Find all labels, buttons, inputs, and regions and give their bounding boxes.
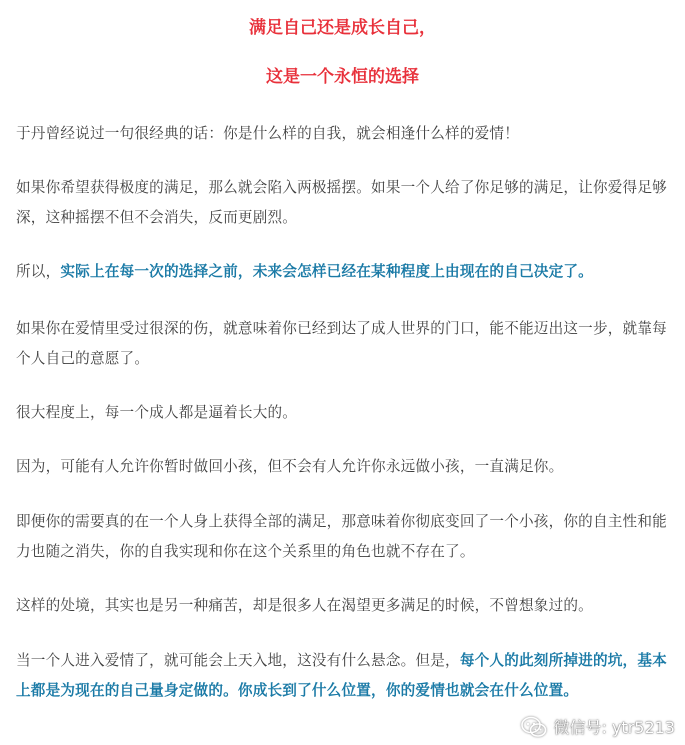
wechat-icon — [521, 716, 547, 738]
paragraph-2: 如果你希望获得极度的满足，那么就会陷入两极摇摆。如果一个人给了你足够的满足，让你爱得足够深，这种摇摆不但不会消失，反而更剧烈。 — [16, 179, 667, 226]
paragraph-4: 如果你在爱情里受过很深的伤，就意味着你已经到达了成人世界的门口，能不能迈出这一步，就靠每个人自己的意愿了。 — [16, 320, 667, 367]
article-title-line-2: 这是一个永恒的选择 — [266, 67, 419, 87]
paragraph-3-prefix: 所以， — [16, 263, 61, 280]
paragraph-8: 这样的处境，其实也是另一种痛苦，却是很多人在渴望更多满足的时候，不曾想象过的。 — [16, 597, 593, 614]
wechat-watermark — [521, 715, 675, 738]
paragraph-1: 于丹曾经说过一句很经典的话：你是什么样的自我，就会相逢什么样的爱情！ — [16, 125, 519, 142]
paragraph-7: 即便你的需要真的在一个人身上获得全部的满足，那意味着你彻底变回了一个小孩，你的自主性和能力也随之消失，你的自我实现和你在这个关系里的角色也就不存在了。 — [16, 513, 667, 560]
paragraph-5: 很大程度上，每一个成人都是逼着长大的。 — [16, 404, 298, 421]
article-title-line-1: 满足自己还是成长自己， — [249, 18, 436, 38]
watermark-text: 微信号: ytr5213 — [553, 718, 675, 737]
paragraph-3 — [16, 257, 668, 287]
paragraph-6: 因为，可能有人允许你暂时做回小孩，但不会有人允许你永远做小孩，一直满足你。 — [16, 458, 564, 475]
paragraph-3-highlight: 实际上在每一次的选择之前，未来会怎样已经在某种程度上由现在的自己决定了。 — [60, 263, 593, 280]
paragraph-9-prefix: 当一个人进入爱情了，就可能会上天入地，这没有什么悬念。但是， — [16, 652, 460, 669]
paragraph-9 — [16, 646, 668, 706]
paragraph-9-highlight: 每个人的此刻所掉进的坑，基本上都是为现在的自己量身定做的。你成长到了什么位置，你的爱情也就会在什么位置。 — [16, 652, 667, 699]
